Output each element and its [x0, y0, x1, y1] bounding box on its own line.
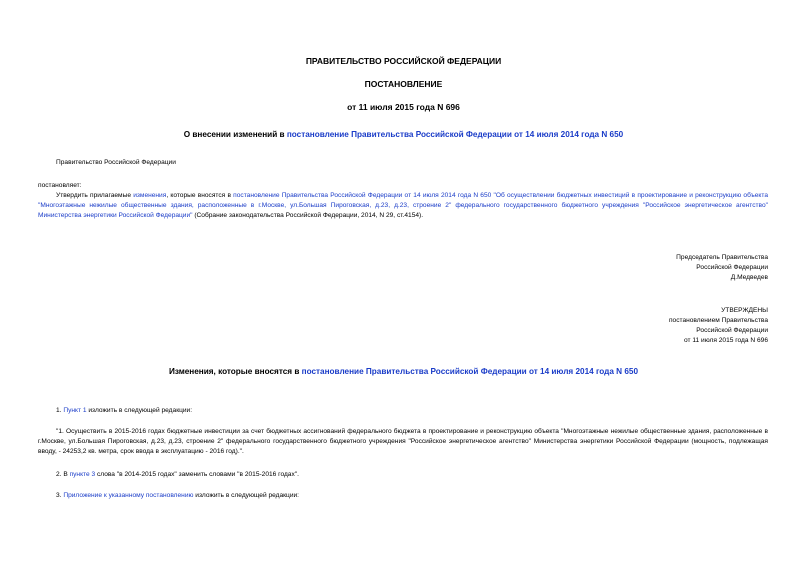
changes-link[interactable]: изменения — [133, 192, 167, 199]
government-label: Правительство Российской Федерации — [56, 159, 176, 166]
item-3-link[interactable]: Приложение к указанному постановлению — [63, 492, 194, 499]
changes-title — [0, 367, 807, 376]
item-1-text: изложить в следующей редакции: — [86, 407, 193, 414]
item-1-number: 1. — [56, 407, 64, 414]
doc-type-heading: ПОСТАНОВЛЕНИЕ — [364, 79, 443, 89]
doc-title — [0, 130, 807, 139]
item-3-text: изложить в следующей редакции: — [193, 492, 300, 499]
item-2-link[interactable]: пункте 3 — [69, 471, 96, 478]
item-1 — [56, 406, 192, 416]
signature-name: Д.Медведев — [730, 274, 768, 281]
doc-date-number: от 11 июля 2015 года N 696 — [347, 102, 460, 112]
government-heading: ПРАВИТЕЛЬСТВО РОССИЙСКОЙ ФЕДЕРАЦИИ — [305, 56, 502, 66]
approved-line-3: Российской Федерации — [696, 327, 768, 334]
changes-title-link[interactable]: постановление Правительства Российской Федерации от 14 июля 2014 года N 650 — [301, 367, 639, 376]
approved-line-2: постановлением Правительства — [668, 317, 768, 324]
item-2 — [56, 470, 299, 480]
paragraph-approve-text-c: (Собрание законодательства Российской Федерации, 2014, N 29, ст.4154). — [192, 212, 424, 219]
approved-line-1: УТВЕРЖДЕНЫ — [721, 307, 768, 314]
doc-title-link[interactable]: постановление Правительства Российской Федерации от 14 июля 2014 года N 650 — [286, 130, 624, 139]
item-3 — [56, 491, 299, 501]
approved-line-4: от 11 июля 2015 года N 696 — [683, 337, 768, 344]
signature-line-1: Председатель Правительства — [676, 254, 768, 261]
paragraph-approve-text-a: Утвердить прилагаемые — [56, 192, 134, 199]
item-1-quote: "1. Осуществить в 2015-2016 годах бюджетные инвестиции за счет бюджетных ассигнований федерального бюджета в проектирование и реконструкцию объекта "Многоэтажные нежилые общественные здания, расположенные в г.Москве, ул.Большая Пироговская, д.23, д.23, строение 2" федерального государственного бюджетного учреждения "Российское энергетическое агентство" Министерства энергетики Российской Федерации (мощность, подлежащая вводу, - 24253,2 кв. метра, срок ввода в эксплуатацию - 2016 год).". — [38, 428, 768, 455]
signature-block — [676, 253, 768, 283]
paragraph-approve — [38, 191, 768, 221]
item-1-link[interactable]: Пункт 1 — [63, 407, 87, 414]
doc-title-prefix: О внесении изменений в — [183, 130, 287, 139]
approved-block — [669, 306, 768, 346]
paragraph-approve-text-b: , которые вносятся в — [166, 192, 234, 199]
item-2-text: слова "в 2014-2015 годах" заменить словами "в 2015-2016 годах". — [95, 471, 299, 478]
item-2-number: 2. В — [56, 471, 70, 478]
decrees-word: постановляет: — [38, 182, 82, 189]
item-3-number: 3. — [56, 492, 64, 499]
decree-650-link[interactable]: постановление Правительства Российской Федерации от 14 июля 2014 года N 650 "Об осуществлении бюджетных инвестиций в проектирование и реконструкцию объекта "Многоэтажные нежилые общественные здания, расположенные в г.Москве, ул.Большая Пироговская, д.23, д.23, строение 2" федерального государственного бюджетного учреждения "Российское энергетическое агентство" Министерства энергетики Российской Федерации" — [38, 192, 768, 219]
signature-line-2: Российской Федерации — [696, 264, 768, 271]
changes-title-prefix: Изменения, которые вносятся в — [168, 367, 302, 376]
